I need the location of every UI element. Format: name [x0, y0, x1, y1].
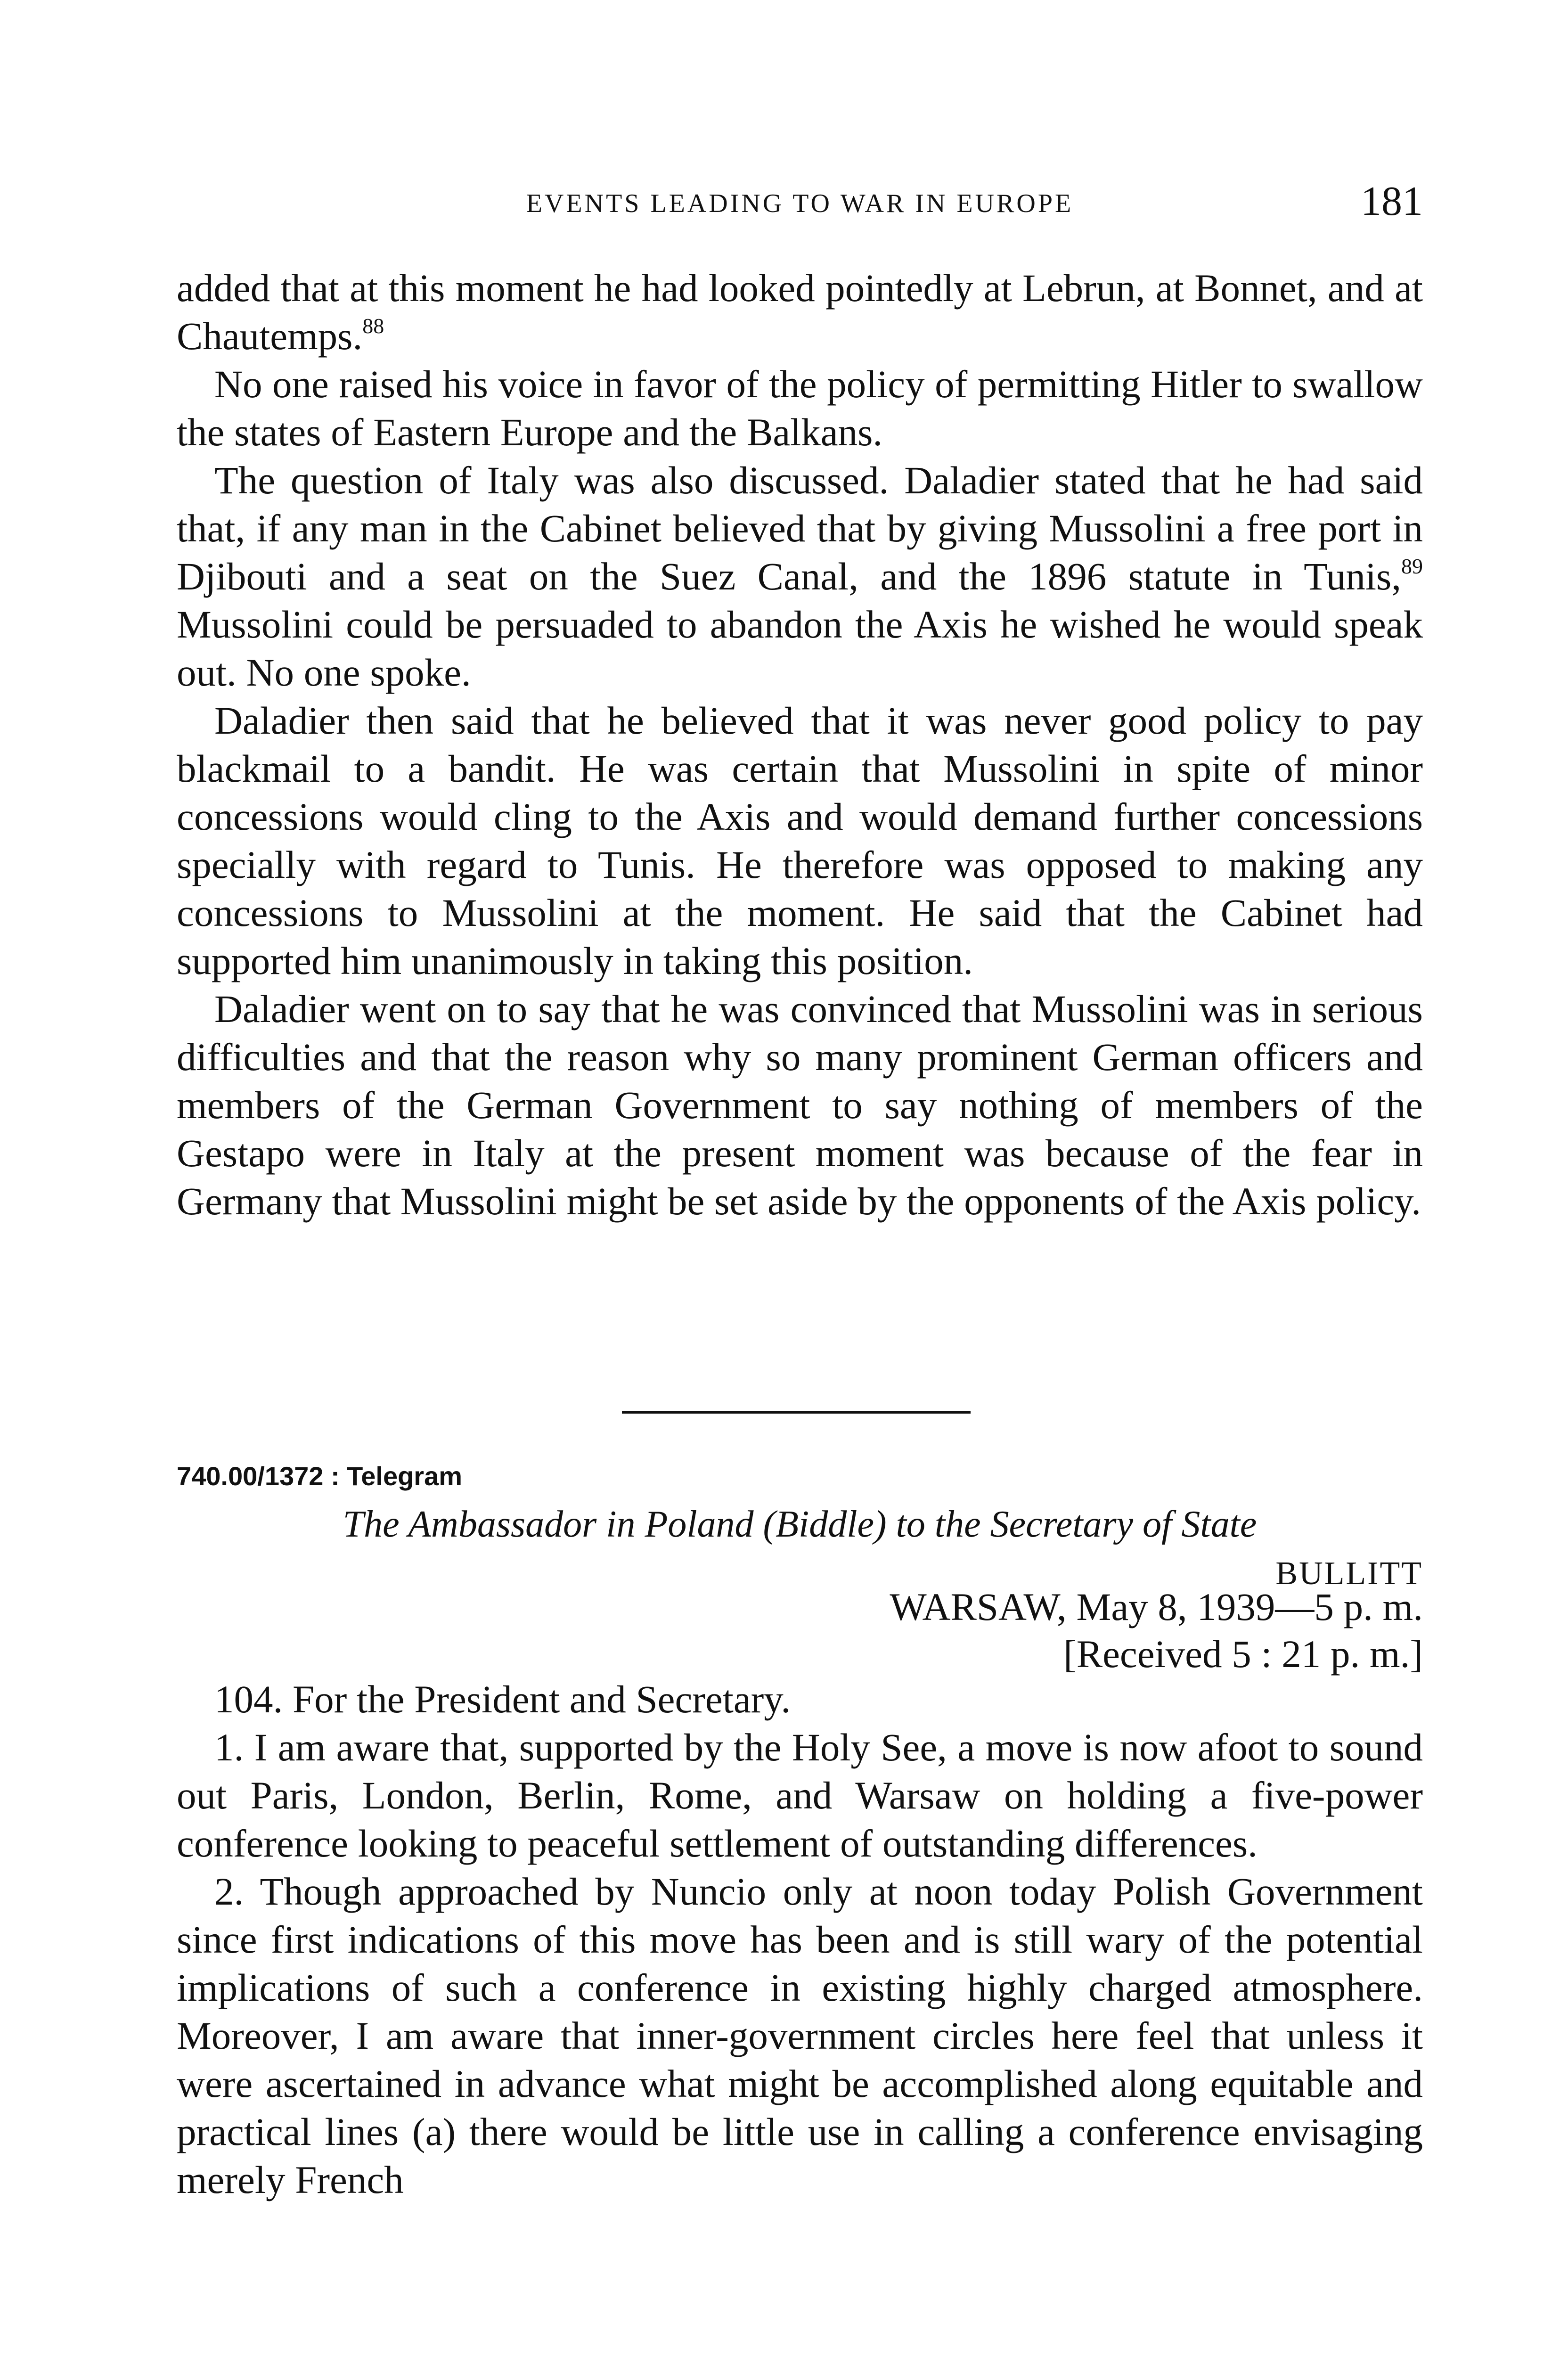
- section-divider: [622, 1411, 971, 1414]
- paragraph-text: added that at this moment he had looked pointedly at Lebrun, at Bonnet, and at Chautemps.: [177, 266, 1423, 358]
- paragraph: No one raised his voice in favor of the policy of permitting Hitler to swallow the states of Eastern Europe and the Balkans.: [177, 362, 1423, 454]
- paragraph: [177, 456, 1423, 696]
- paragraph: 2. Though approached by Nuncio only at noon today Polish Government since first indications of this move has been and is still wary of the potential implications of such a conference in existing highly charged atmosphere. Moreover, I am aware that inner-government circles here feel that unless it were ascertained in advance what might be accomplished along equitable and practical lines (a) there would be little use in calling a conference envisaging merely French: [177, 1870, 1423, 2201]
- signature: BULLITT: [1275, 1555, 1423, 1592]
- paragraph: [177, 264, 1423, 360]
- received-time: [Received 5 : 21 p. m.]: [1063, 1632, 1423, 1676]
- dateline-place-date: WARSAW, May 8, 1939—5 p. m.: [890, 1585, 1423, 1628]
- page-number: 181: [1361, 179, 1423, 224]
- paragraph-text: Mussolini could be persuaded to abandon the Axis he wished he would speak out. No one spoke.: [177, 603, 1423, 694]
- dateline: [890, 1583, 1423, 1677]
- paragraph: 104. For the President and Secretary.: [214, 1677, 791, 1721]
- running-title: EVENTS LEADING TO WAR IN EUROPE: [526, 189, 1074, 218]
- paragraph-text: The question of Italy was also discussed. Daladier stated that he had said that, if any man in the Cabinet believed that by giving Mussolini a free port in Djibouti and a seat on the Suez Canal, and the 1896 statute in Tunis,: [177, 458, 1423, 598]
- paragraph: 1. I am aware that, supported by the Holy See, a move is now afoot to sound out Paris, London, Berlin, Rome, and Warsaw on holding a five-power conference looking to peaceful settlement of outstanding differences.: [177, 1726, 1423, 1865]
- body-section-2: [177, 1675, 1423, 2204]
- document-title: The Ambassador in Poland (Biddle) to the Secretary of State: [343, 1504, 1257, 1545]
- page-header: [177, 181, 1423, 233]
- paragraph: Daladier then said that he believed that it was never good policy to pay blackmail to a bandit. He was certain that Mussolini in spite of minor concessions would cling to the Axis and would demand further concessions specially with regard to Tunis. He therefore was opposed to making any concessions to Mussolini at the moment. He said that the Cabinet had supported him unanimously in taking this position.: [177, 699, 1423, 982]
- footnote-ref-89[interactable]: 89: [1401, 554, 1423, 578]
- file-reference: 740.00/1372 : Telegram: [177, 1461, 463, 1491]
- paragraph: Daladier went on to say that he was convinced that Mussolini was in serious difficulties and that the reason why so many prominent German officers and members of the German Government to say nothing of members of the Gestapo were in Italy at the present moment was because of the fear in Germany that Mussolini might be set aside by the opponents of the Axis policy.: [177, 987, 1423, 1223]
- footnote-ref-88[interactable]: 88: [362, 314, 384, 338]
